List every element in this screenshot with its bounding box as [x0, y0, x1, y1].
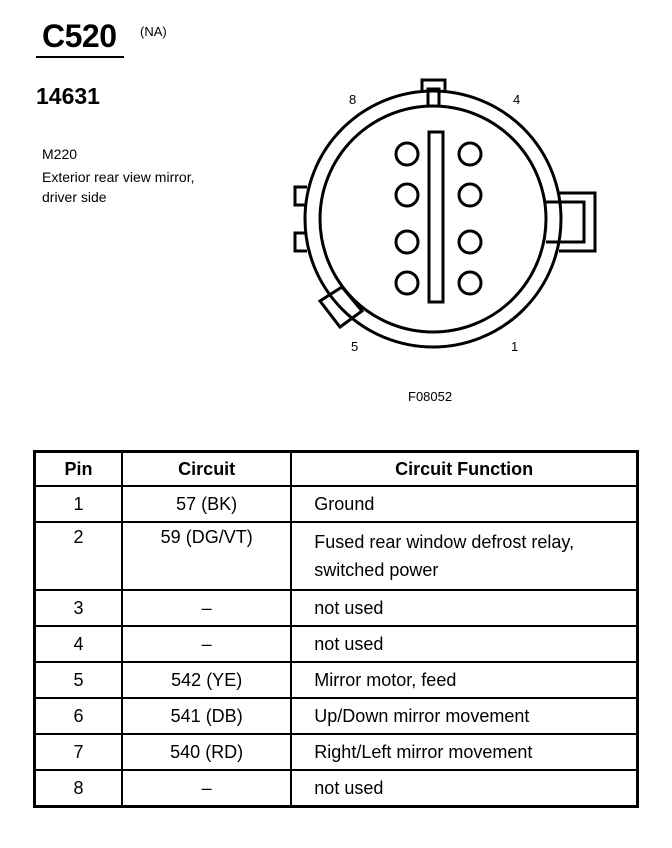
component-code: M220	[42, 146, 78, 162]
circuit-cell: 540 (RD)	[122, 734, 291, 770]
pin-label-top-left: 8	[349, 92, 357, 107]
table-row	[35, 522, 638, 590]
header-circuit: Circuit	[122, 452, 291, 487]
pin-cell: 8	[35, 770, 123, 807]
pin-socket-1	[459, 272, 481, 294]
function-cell: Up/Down mirror movement	[291, 698, 637, 734]
circuit-cell: –	[122, 590, 291, 626]
circuit-cell: 542 (YE)	[122, 662, 291, 698]
figure-id: F08052	[408, 389, 453, 404]
pin-cell: 4	[35, 626, 123, 662]
component-description: Exterior rear view mirror, driver side	[42, 169, 195, 205]
pin-label-top-right: 4	[513, 92, 521, 107]
pin-socket-2	[459, 231, 481, 253]
connector-id: C520	[42, 18, 117, 54]
function-cell: Fused rear window defrost relay, switched power	[291, 522, 637, 590]
region-tag: (NA)	[140, 24, 167, 39]
pin-socket-6	[396, 231, 418, 253]
connector-center-divider	[429, 132, 443, 302]
function-cell: Mirror motor, feed	[291, 662, 637, 698]
pin-cell: 2	[35, 522, 123, 590]
pin-cell: 5	[35, 662, 123, 698]
pin-label-bottom-left: 5	[351, 339, 359, 354]
pin-socket-5	[396, 272, 418, 294]
circuit-cell: 57 (BK)	[122, 486, 291, 522]
function-cell: Right/Left mirror movement	[291, 734, 637, 770]
table-row	[35, 770, 638, 807]
connector-id-underline	[36, 56, 124, 58]
function-cell: not used	[291, 626, 637, 662]
header-circuit-function: Circuit Function	[291, 452, 637, 487]
pin-cell: 1	[35, 486, 123, 522]
pin-socket-8	[396, 143, 418, 165]
table-row	[35, 734, 638, 770]
function-cell: not used	[291, 770, 637, 807]
function-cell: Ground	[291, 486, 637, 522]
table-header-row	[35, 452, 638, 487]
pin-label-bottom-right: 1	[511, 339, 519, 354]
pin-socket-7	[396, 184, 418, 206]
pin-cell: 6	[35, 698, 123, 734]
circuit-cell: –	[122, 770, 291, 807]
circuit-cell: –	[122, 626, 291, 662]
table-row	[35, 662, 638, 698]
table-row	[35, 590, 638, 626]
pin-cell: 7	[35, 734, 123, 770]
connector-face-diagram	[290, 75, 610, 365]
table-row	[35, 486, 638, 522]
table-row	[35, 698, 638, 734]
pin-cell: 3	[35, 590, 123, 626]
connector-outer-shell	[305, 91, 561, 347]
header-pin: Pin	[35, 452, 123, 487]
pinout-table	[33, 450, 639, 808]
pin-socket-3	[459, 184, 481, 206]
function-cell: not used	[291, 590, 637, 626]
table-row	[35, 626, 638, 662]
circuit-cell: 541 (DB)	[122, 698, 291, 734]
pin-socket-4	[459, 143, 481, 165]
connector-inner-shell	[320, 106, 546, 332]
part-number: 14631	[36, 83, 100, 109]
circuit-cell: 59 (DG/VT)	[122, 522, 291, 590]
